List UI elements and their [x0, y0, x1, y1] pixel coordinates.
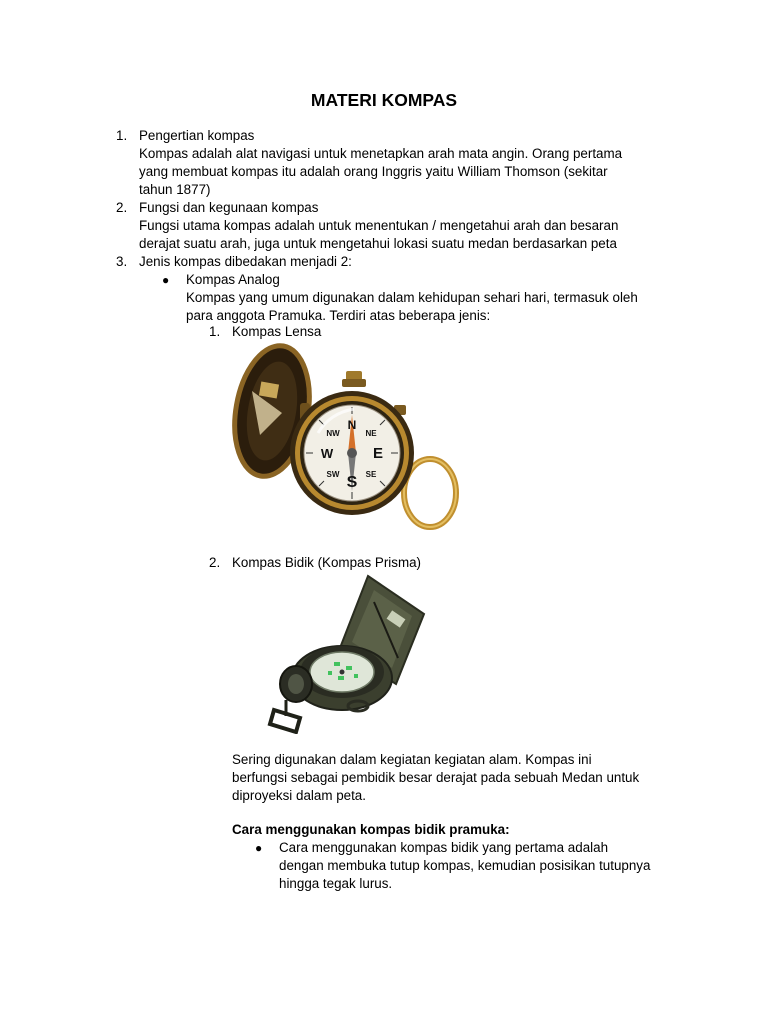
usage-item-line: hingga tegak lurus. — [279, 876, 393, 891]
usage-item-line: dengan membuka tutup kompas, kemudian posisikan tutupnya — [279, 858, 651, 873]
dial-s: S — [346, 474, 358, 491]
usage-item-line: Cara menggunakan kompas bidik yang pertama adalah — [279, 840, 609, 855]
prism-compass-image — [266, 572, 434, 734]
dial-sw: SW — [326, 470, 340, 479]
section-1-body-line: yang membuat kompas itu adalah orang Inggris yaitu William Thomson (sekitar — [139, 164, 608, 179]
section-2-body-line: Fungsi utama kompas adalah untuk menentukan / mengetahui arah dan besaran — [139, 218, 619, 233]
section-2-heading: Fungsi dan kegunaan kompas — [139, 200, 319, 215]
type-1-label: Kompas Lensa — [232, 324, 322, 339]
section-1-body-line: Kompas adalah alat navigasi untuk menetapkan arah mata angin. Orang pertama — [139, 146, 623, 161]
type-1-number: 1. — [209, 324, 221, 339]
analog-label: Kompas Analog — [186, 272, 280, 287]
analog-body-line: para anggota Pramuka. Terdiri atas beberapa jenis: — [186, 308, 491, 323]
section-3-number: 3. — [116, 254, 128, 269]
section-2-body-line: derajat suatu arah, juga untuk mengetahui lokasi suatu medan berdasarkan peta — [139, 236, 617, 251]
lens-compass-image — [230, 343, 462, 533]
prism-description-line: diproyeksi dalam peta. — [232, 788, 366, 803]
dial-n: N — [347, 418, 357, 432]
dial-se: SE — [365, 470, 377, 479]
dial-e: E — [372, 445, 384, 462]
dial-w: W — [320, 446, 334, 461]
section-1-number: 1. — [116, 128, 128, 143]
section-1-heading: Pengertian kompas — [139, 128, 255, 143]
usage-heading: Cara menggunakan kompas bidik pramuka: — [232, 822, 510, 837]
page-title: MATERI KOMPAS — [310, 90, 458, 110]
analog-body-line: Kompas yang umum digunakan dalam kehidupan sehari hari, termasuk oleh — [186, 290, 638, 305]
prism-description-line: Sering digunakan dalam kegiatan kegiatan alam. Kompas ini — [232, 752, 592, 767]
section-3-heading: Jenis kompas dibedakan menjadi 2: — [139, 254, 352, 269]
bullet-icon: ● — [162, 273, 170, 287]
bullet-icon: ● — [255, 841, 263, 855]
dial-ne: NE — [365, 429, 377, 438]
type-2-number: 2. — [209, 555, 221, 570]
section-2-number: 2. — [116, 200, 128, 215]
dial-nw: NW — [326, 429, 340, 438]
type-2-label: Kompas Bidik (Kompas Prisma) — [232, 555, 422, 570]
prism-description-line: berfungsi sebagai pembidik besar derajat pada sebuah Medan untuk — [232, 770, 640, 785]
section-1-body-line: tahun 1877) — [139, 182, 211, 197]
